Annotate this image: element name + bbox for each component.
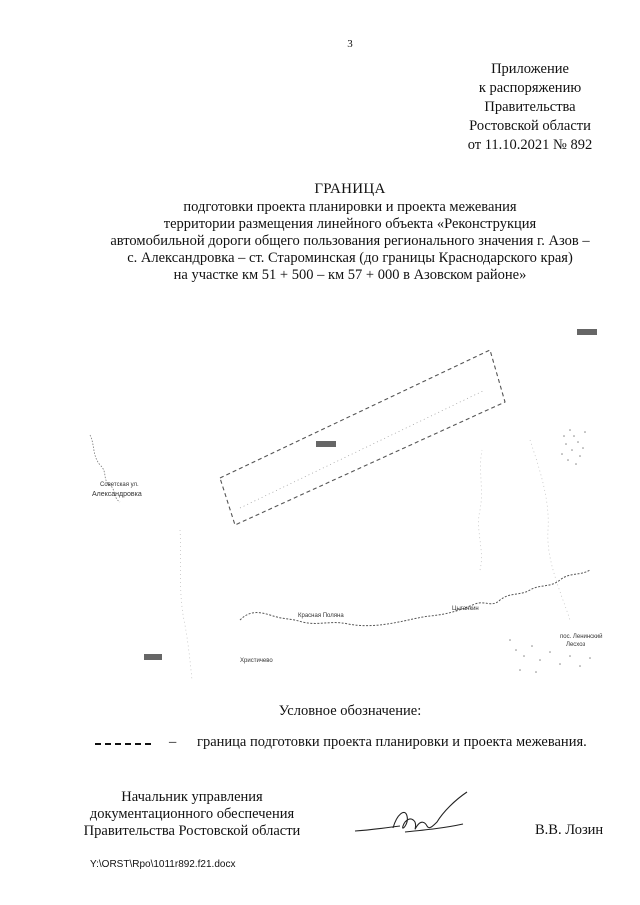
- signatory-line: Начальник управления: [121, 789, 263, 805]
- dotted-line: [530, 440, 570, 620]
- title-line: с. Александровка – ст. Староминская (до границы Краснодарского края): [127, 250, 573, 266]
- title-line: на участке км 51 + 500 – км 57 + 000 в Азовском районе»: [173, 267, 527, 283]
- title-line: территории размещения линейного объекта «Реконструкция: [163, 216, 537, 232]
- river-line: [240, 570, 590, 626]
- signatory-line: документационного обеспечения: [89, 806, 295, 822]
- legend-dash: –: [169, 734, 177, 750]
- road-marker: [144, 654, 162, 660]
- map-label-leskhoz-1: пос. Ленинский: [560, 634, 603, 640]
- project-boundary: [220, 350, 505, 525]
- road-marker: [577, 329, 597, 335]
- legend-description: граница подготовки проекта планировки и проекта межевания.: [197, 734, 587, 750]
- boundary-map: [80, 320, 605, 690]
- appendix-line: от 11.10.2021 № 892: [467, 137, 593, 153]
- appendix-line: к распоряжению: [478, 80, 582, 96]
- appendix-line: Правительства: [484, 99, 576, 115]
- title-line: автомобильной дороги общего пользования регионального значения г. Азов –: [110, 233, 590, 249]
- legend-boundary-symbol: [95, 743, 151, 745]
- appendix-reference: [420, 60, 640, 155]
- appendix-line: Ростовской области: [469, 118, 591, 134]
- signatory-line: Правительства Ростовской области: [83, 823, 301, 839]
- signatory-name: В.В. Лозин: [535, 822, 604, 838]
- map-label-street: Советская ул.: [100, 482, 139, 488]
- legend-title: Условное обозначение:: [278, 703, 422, 719]
- map-label-leskhoz-2: Лесхоз: [566, 642, 586, 648]
- appendix-line: Приложение: [491, 61, 569, 77]
- map-label-alexandrovka: Александровка: [92, 491, 142, 498]
- map-label-khristichevo: Христичево: [240, 658, 273, 664]
- dotted-line: [180, 530, 192, 680]
- title-line: подготовки проекта планировки и проекта межевания: [183, 199, 517, 215]
- page-number: 3: [347, 38, 353, 50]
- dotted-line: [479, 450, 482, 570]
- map-label-tsykanovka: Цыганкин: [452, 606, 479, 612]
- file-path: Y:\ORST\Rpo\1011r892.f21.docx: [90, 859, 236, 870]
- document-title: [0, 181, 640, 284]
- map-label-krasnaya-polyana: Красная Поляна: [298, 613, 344, 619]
- title-heading: ГРАНИЦА: [314, 181, 386, 197]
- road-marker: [316, 441, 336, 447]
- handwritten-signature: [345, 786, 495, 846]
- road-line: [240, 390, 485, 508]
- signatory-title: [62, 789, 322, 840]
